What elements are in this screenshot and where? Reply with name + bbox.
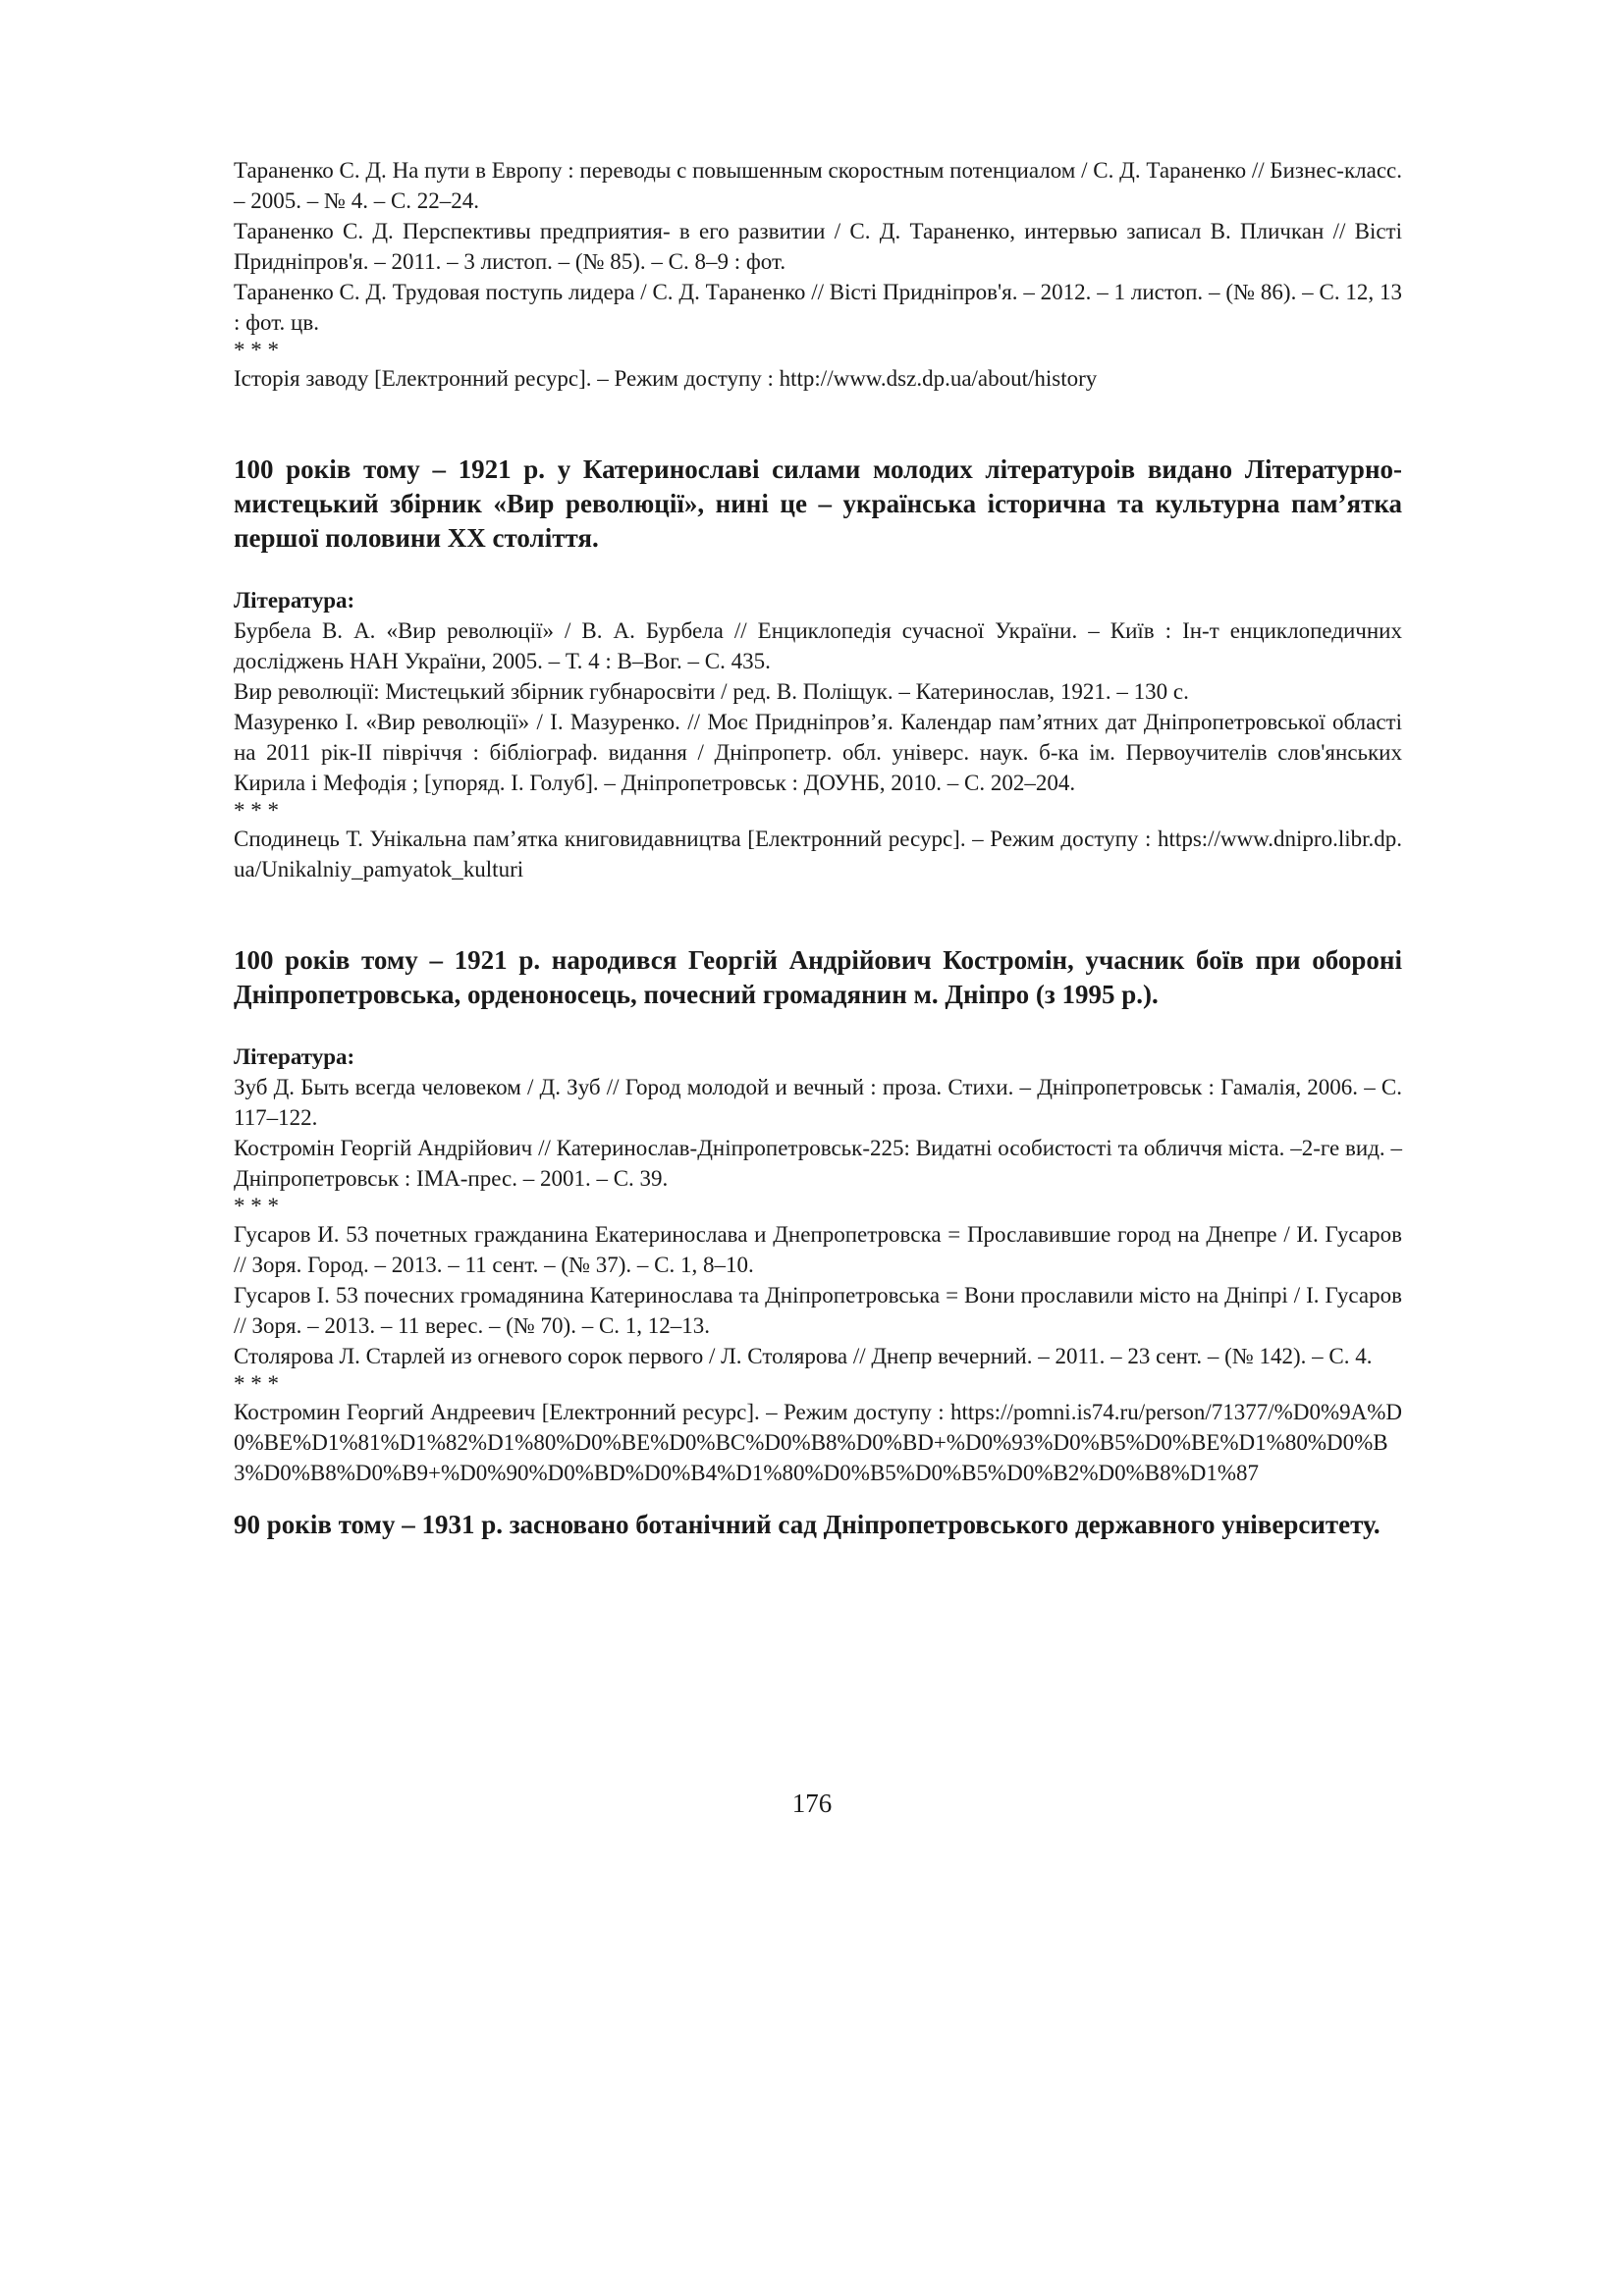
literature-label: Література: — [234, 588, 355, 613]
section-title: 90 років тому – 1931 р. засновано ботанічний сад Дніпропетровського державного університету. — [234, 1510, 1380, 1539]
separator-stars: * * * — [234, 1371, 279, 1396]
reference-entry: Бурбела В. А. «Вир революції» / В. А. Бурбела // Енциклопедія сучасної України. – Київ : Ін-т енциклопедичних досліджень НАН України, 2005. – Т. 4 : В–Вог. – С. 435. — [234, 618, 1402, 673]
web-reference-entry: Костромин Георгий Андреевич [Електронний ресурс]. – Режим доступу : https://pomni.is74.ru/person/71377/%D0%9A%D0%BE%D1%81%D1%82%D1%80%D0%BE%D0%BC%D0%B8%D0%BD+%D0%93%D0%B5%D0%BE%D1%80%D0%B3%D0%B8%D0%B9+%D0%90%D0%BD%D0%B4%D1%80%D0%B5%D0%B5%D0%B2%D0%B8%D1%87 — [234, 1400, 1402, 1485]
reference-entry: Костромін Георгій Андрійович // Катеринослав-Дніпропетровськ-225: Видатні особистості та обличчя міста. –2-ге вид. –Дніпропетровськ : ІМА-прес. – 2001. – С. 39. — [234, 1136, 1402, 1191]
reference-entry: Гусаров І. 53 почесних громадянина Катеринослава та Дніпропетровська = Вони прославили місто на Дніпрі / І. Гусаров // Зоря. – 2013. – 11 верес. – (№ 70). – С. 1, 12–13. — [234, 1283, 1402, 1338]
reference-entry: Столярова Л. Старлей из огневого сорок первого / Л. Столярова // Днепр вечерний. – 2011. – 23 сент. – (№ 142). – С. 4. — [234, 1344, 1373, 1368]
reference-entry: Тараненко С. Д. Перспективы предприятия- в его развитии / С. Д. Тараненко, интервью записал В. Пличкан // Вісті Придніпров'я. – 2011. – 3 листоп. – (№ 85). – С. 8–9 : фот. — [234, 219, 1402, 274]
reference-entry: Мазуренко І. «Вир революції» / І. Мазуренко. // Моє Придніпров’я. Календар пам’ятних дат Дніпропетровської області на 2011 рік-ІІ півріччя : бібліограф. видання / Дніпропетр. обл. універс. наук. б-ка ім. Первоучителів слов'янських Кирила і Мефодія ; [упоряд. І. Голуб]. – Дніпропетровськ : ДОУНБ, 2010. – С. 202–204. — [234, 710, 1402, 795]
section-title: 100 років тому – 1921 р. народився Георгій Андрійович Костромін, учасник боїв при обороні Дніпропетровська, орденоносець, почесний громадянин м. Дніпро (з 1995 р.). — [234, 945, 1402, 1009]
separator-stars: * * * — [234, 798, 279, 823]
page-number: 176 — [791, 1789, 833, 1818]
web-reference-entry: Сподинець Т. Унікальна пам’ятка книговидавництва [Електронний ресурс]. – Режим доступу : https://www.dnipro.libr.dp.ua/Unikalniy_pamyatok_kulturi — [234, 827, 1402, 881]
section-title: 100 років тому – 1921 р. у Катеринославі силами молодих літературоів видано Літературно-мистецький збірник «Вир революції», нині це – українська історична та культурна пам’ятка першої половини XX століття. — [234, 454, 1402, 553]
reference-entry: Вир революції: Мистецький збірник губнаросвіти / ред. В. Поліщук. – Катеринослав, 1921. – 130 с. — [234, 679, 1189, 704]
reference-entry: Тараненко С. Д. Трудовая поступь лидера / С. Д. Тараненко // Вісті Придніпров'я. – 2012. – 1 листоп. – (№ 86). – С. 12, 13 : фот. цв. — [234, 280, 1402, 335]
web-reference-entry: Історія заводу [Електронний ресурс]. – Режим доступу : http://www.dsz.dp.ua/about/history — [234, 366, 1098, 391]
reference-entry: Тараненко С. Д. На пути в Европу : переводы с повышенным скоростным потенциалом / С. Д. Тараненко // Бизнес-класс. – 2005. – № 4. – С. 22–24. — [234, 158, 1402, 213]
separator-stars: * * * — [234, 338, 279, 362]
reference-entry: Гусаров И. 53 почетных гражданина Екатеринослава и Днепропетровска = Прославившие город на Днепре / И. Гусаров // Зоря. Город. – 2013. – 11 сент. – (№ 37). – С. 1, 8–10. — [234, 1222, 1402, 1277]
document-page — [234, 155, 1402, 1542]
separator-stars: * * * — [234, 1194, 279, 1218]
literature-label: Література: — [234, 1044, 355, 1069]
reference-entry: Зуб Д. Быть всегда человеком / Д. Зуб // Город молодой и вечный : проза. Стихи. – Дніпропетровськ : Гамалія, 2006. – С. 117–122. — [234, 1075, 1402, 1130]
